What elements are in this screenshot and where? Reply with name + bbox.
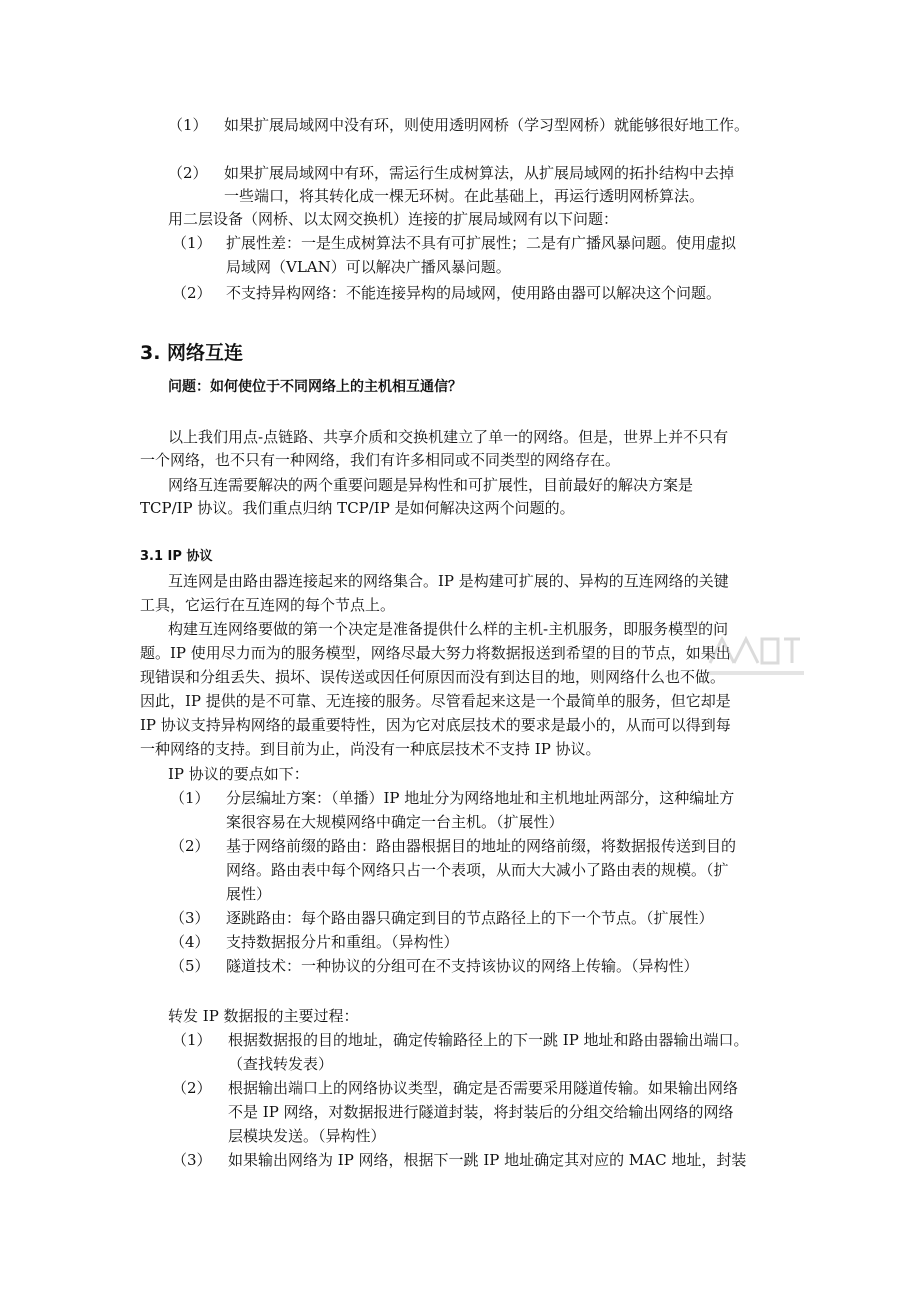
list-item-text: （查找转发表） [228,1055,334,1073]
list-number: （1） [172,234,212,252]
list-number: （2） [170,837,210,855]
paragraph-text: 现错误和分组丢失、损坏、误传送或因任何原因而没有到达目的地，则网络什么也不做。 [140,668,726,686]
list-number: （2） [168,164,208,182]
section-heading: 3. 网络互连 [140,342,244,364]
list-number: （2） [172,1079,212,1097]
list-item-text: 一些端口，将其转化成一棵无环树。在此基础上，再运行透明网桥算法。 [224,187,705,205]
list-number: （3） [170,909,210,927]
list-item-text: 如果输出网络为 IP 网络，根据下一跳 IP 地址确定其对应的 MAC 地址，封装 [228,1151,747,1169]
list-item-text: 不是 IP 网络，对数据报进行隧道封装，将封装后的分组交给输出网络的网络 [228,1103,734,1121]
paragraph-text: IP 协议支持异构网络的最重要特性，因为它对底层技术的要求是最小的，从而可以得到每 [140,716,731,734]
list-item-text: 扩展性差：一是生成树算法不具有可扩展性；二是有广播风暴问题。使用虚拟 [226,234,737,252]
list-item-text: 根据输出端口上的网络协议类型，确定是否需要采用隧道传输。如果输出网络 [228,1079,739,1097]
list-item-text: 根据数据报的目的地址，确定传输路径上的下一跳 IP 地址和路由器输出端口。 [228,1031,749,1049]
list-number: （4） [170,933,210,951]
paragraph-text: TCP/IP 协议。我们重点归纳 TCP/IP 是如何解决这两个问题的。 [140,499,575,517]
list-item-text: 网络。路由表中每个网络只占一个表项，从而大大减小了路由表的规模。（扩 [226,861,729,879]
watermark-logo [700,625,810,685]
list-item-text: 支持数据报分片和重组。（异构性） [226,933,459,951]
paragraph-text: 互连网是由路由器连接起来的网络集合。IP 是构建可扩展的、异构的互连网络的关键 [168,572,729,590]
list-item-text: 如果扩展局域网中有环，需运行生成树算法，从扩展局域网的拓扑结构中去掉 [224,164,735,182]
paragraph-text: IP 协议的要点如下： [168,765,309,783]
list-item-text: 不支持异构网络：不能连接异构的局域网，使用路由器可以解决这个问题。 [226,284,722,302]
list-item-text: 分层编址方案：（单播）IP 地址分为网络地址和主机地址两部分，这种编址方 [226,789,735,807]
paragraph-text: 网络互连需要解决的两个重要问题是异构性和可扩展性，目前最好的解决方案是 [168,476,694,494]
paragraph-text: 工具，它运行在互连网的每个节点上。 [140,596,396,614]
paragraph-text: 题。IP 使用尽力而为的服务模型，网络尽最大努力将数据报送到希望的目的节点，如果出 [140,644,731,662]
list-item-text: 基于网络前缀的路由：路由器根据目的地址的网络前缀，将数据报传送到目的 [226,837,737,855]
paragraph-text: 用二层设备（网桥、以太网交换机）连接的扩展局域网有以下问题： [168,210,619,228]
list-item-text: 如果扩展局域网中没有环，则使用透明网桥（学习型网桥）就能够很好地工作。 [224,116,750,134]
list-item-text: 局域网（VLAN）可以解决广播风暴问题。 [226,258,511,276]
paragraph-text: 构建互连网络要做的第一个决定是准备提供什么样的主机-主机服务，即服务模型的问 [168,620,729,638]
list-item-text: 展性） [226,885,272,903]
list-item-text: 层模块发送。（异构性） [228,1127,386,1145]
list-number: （1） [170,789,210,807]
list-number: （3） [172,1151,212,1169]
section-question: 问题：如何使位于不同网络上的主机相互通信？ [168,379,462,395]
list-item-text: 逐跳路由：每个路由器只确定到目的节点路径上的下一个节点。（扩展性） [226,909,714,927]
list-item-text: 案很容易在大规模网络中确定一台主机。（扩展性） [226,813,564,831]
subsection-heading: 3.1 IP 协议 [140,549,213,564]
paragraph-text: 转发 IP 数据报的主要过程： [168,1007,359,1025]
list-number: （2） [172,284,212,302]
paragraph-text: 一种网络的支持。到目前为止，尚没有一种底层技术不支持 IP 协议。 [140,740,601,758]
list-number: （1） [168,116,208,134]
paragraph-text: 以上我们用点-点链路、共享介质和交换机建立了单一的网络。但是，世界上并不只有 [168,428,729,446]
list-number: （1） [172,1031,212,1049]
paragraph-text: 因此，IP 提供的是不可靠、无连接的服务。尽管看起来这是一个最简单的服务，但它却是 [140,692,731,710]
paragraph-text: 一个网络，也不只有一种网络，我们有许多相同或不同类型的网络存在。 [140,451,621,469]
list-number: （5） [170,957,210,975]
list-item-text: 隧道技术：一种协议的分组可在不支持该协议的网络上传输。（异构性） [226,957,699,975]
